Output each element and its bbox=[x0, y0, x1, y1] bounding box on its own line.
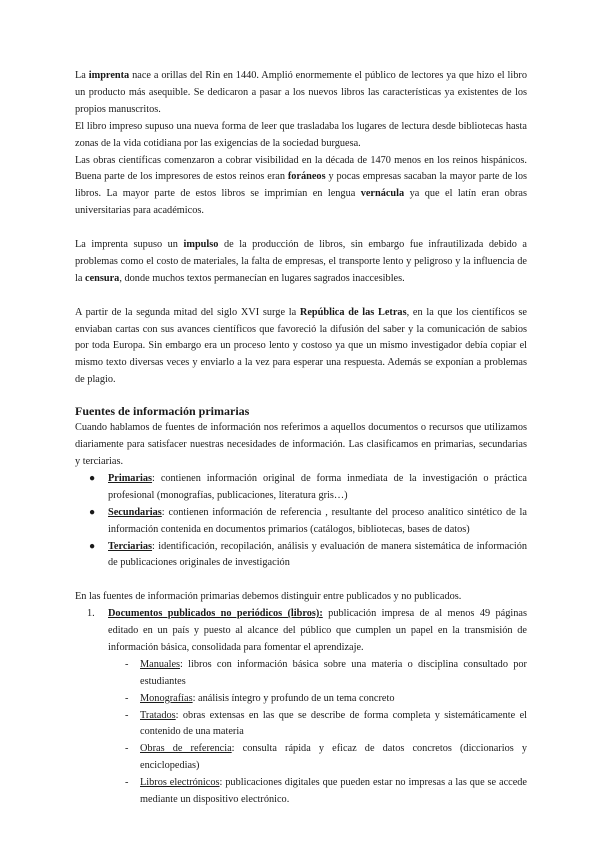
bold-term: censura bbox=[85, 272, 120, 284]
list-item bbox=[75, 471, 527, 505]
underlined-term: Obras de referencia bbox=[140, 743, 232, 755]
text-run: nace a orillas del Rin en 1440. Amplió enormemente el público de lectores ya que hizo el libro un producto más asequible. Se dedicaron a pasar a los nuevos libros las características ya existentes de los propios manuscritos. bbox=[75, 70, 527, 115]
text-run: : contienen información original de forma inmediata de la investigación o práctica profesional (monografías, publicaciones, literatura gris…) bbox=[108, 472, 527, 501]
text-run: , donde muchos textos permanecían en lugares sagrados inaccesibles. bbox=[119, 272, 405, 284]
text-run: : obras extensas en las que se describe de forma completa y sistemáticamente el contenido de una materia bbox=[140, 709, 527, 738]
paragraph-impulso bbox=[75, 237, 527, 288]
paragraph-gap bbox=[75, 288, 527, 305]
paragraph-obras-cientificas bbox=[75, 153, 527, 221]
list-item bbox=[75, 606, 527, 657]
text-run: de la producción de libros, sin embargo fue infrautilizada debido a problemas como el costo de materiales, la falta de empresas, el transporte lento y peligroso y la influencia de la bbox=[75, 239, 527, 284]
text-run: Las obras científicas comenzaron a cobrar visibilidad en la década de 1470 menos en los reinos hispánicos. Buena parte de los impresores de estos reinos eran bbox=[75, 154, 527, 183]
text-run: : análisis íntegro y profundo de un tema concreto bbox=[192, 692, 395, 704]
bullet-list bbox=[75, 471, 527, 572]
text-run: La bbox=[75, 70, 89, 81]
list-item bbox=[75, 539, 527, 573]
list-number: 1. bbox=[87, 608, 95, 620]
bold-term: imprenta bbox=[88, 70, 130, 81]
paragraph-republica-letras bbox=[75, 305, 527, 390]
underlined-term: Libros electrónicos bbox=[140, 777, 220, 789]
bullet-icon: ● bbox=[89, 540, 96, 552]
dash-marker: - bbox=[125, 692, 129, 704]
list-item bbox=[75, 775, 527, 809]
bullet-icon: ● bbox=[89, 506, 96, 518]
text-run: : libros con información básica sobre una materia o disciplina consultado por estudiantes bbox=[140, 658, 527, 687]
underlined-term: Tratados bbox=[140, 709, 176, 721]
text-run: publicación impresa de al menos 49 páginas editado en un país y puesto al alcance del público que cumplen un papel en la transmisión de información básica, consolidada para fomentar el aprendizaje. bbox=[108, 608, 527, 653]
bold-term: foráneos bbox=[287, 171, 326, 183]
text-run: : identificación, recopilación, análisis y evaluación de manera sistemática de información de publicaciones originales de investigación bbox=[108, 540, 527, 569]
paragraph-gap bbox=[75, 572, 527, 589]
paragraph-gap bbox=[75, 389, 527, 402]
dash-marker: - bbox=[125, 777, 129, 789]
bold-term: impulso bbox=[183, 239, 219, 251]
underlined-term: Monografías bbox=[140, 692, 193, 704]
text-run: , en la que los científicos se enviaban cartas con sus avances científicos que favoreció la difusión del saber y la comunicación de sabios por toda Europa. Sin embargo era un proceso lento y costoso ya que un mismo investigador debía copiar el mismo texto diversas veces y enviarlo a la vez para esperar una respuesta. Además se exponían a problemas de plagio. bbox=[75, 306, 527, 386]
document-page bbox=[75, 68, 527, 809]
text-run: : publicaciones digitales que pueden estar no impresas a las que se accede mediante un dispositivo electrónico. bbox=[140, 777, 527, 806]
bold-term: vernácula bbox=[360, 188, 405, 200]
paragraph-gap bbox=[75, 220, 527, 237]
paragraph-fuentes-intro: Cuando hablamos de fuentes de información nos referimos a aquellos documentos o recursos que utilizamos diariamente para satisfacer nuestras necesidades de información. Las clasificamos en primarias, secundarias y terciarias. bbox=[75, 422, 527, 467]
text-run: y pocas empresas sacaban la mayor parte de los libros. La mayor parte de estos libros se imprimían en lengua bbox=[75, 171, 527, 200]
text-run: ya que el latín eran obras universitarias para académicos. bbox=[75, 188, 527, 217]
text-run: La imprenta supuso un bbox=[75, 239, 184, 251]
dash-marker: - bbox=[125, 743, 129, 755]
bold-term: Terciarias bbox=[108, 540, 153, 552]
bold-term: Documentos publicados no periódicos (libros): bbox=[108, 608, 323, 620]
sub-list bbox=[75, 657, 527, 809]
text-run: : consulta rápida y eficaz de datos concretos (diccionarios y enciclopedias) bbox=[140, 743, 527, 772]
bold-term: República de las Letras bbox=[299, 306, 407, 318]
list-item bbox=[75, 691, 527, 708]
bold-term: Primarias bbox=[108, 472, 153, 484]
paragraph-imprenta bbox=[75, 68, 527, 119]
bold-term: Secundarias bbox=[108, 506, 162, 518]
underlined-term: Manuales bbox=[140, 658, 181, 670]
list-item bbox=[75, 657, 527, 691]
bullet-icon: ● bbox=[89, 472, 96, 484]
list-item bbox=[75, 708, 527, 742]
paragraph-libro-impreso: El libro impreso supuso una nueva forma de leer que trasladaba los lugares de lectura desde bibliotecas hasta zonas de la vida cotidiana por las exigencias de la sociedad burguesa. bbox=[75, 120, 527, 149]
dash-marker: - bbox=[125, 709, 129, 721]
text-run: A partir de la segunda mitad del siglo XVI surge la bbox=[75, 306, 300, 318]
numbered-list bbox=[75, 606, 527, 657]
dash-marker: - bbox=[125, 658, 129, 670]
list-item bbox=[75, 505, 527, 539]
section-heading: Fuentes de información primarias bbox=[75, 404, 250, 419]
paragraph-publicados: En las fuentes de información primarias debemos distinguir entre publicados y no publicados. bbox=[75, 591, 462, 603]
list-item bbox=[75, 741, 527, 775]
text-run: : contienen información de referencia , resultante del proceso analítico sintético de la información contenida en documentos primarios (catálogos, bibliotecas, bases de datos) bbox=[108, 506, 527, 535]
